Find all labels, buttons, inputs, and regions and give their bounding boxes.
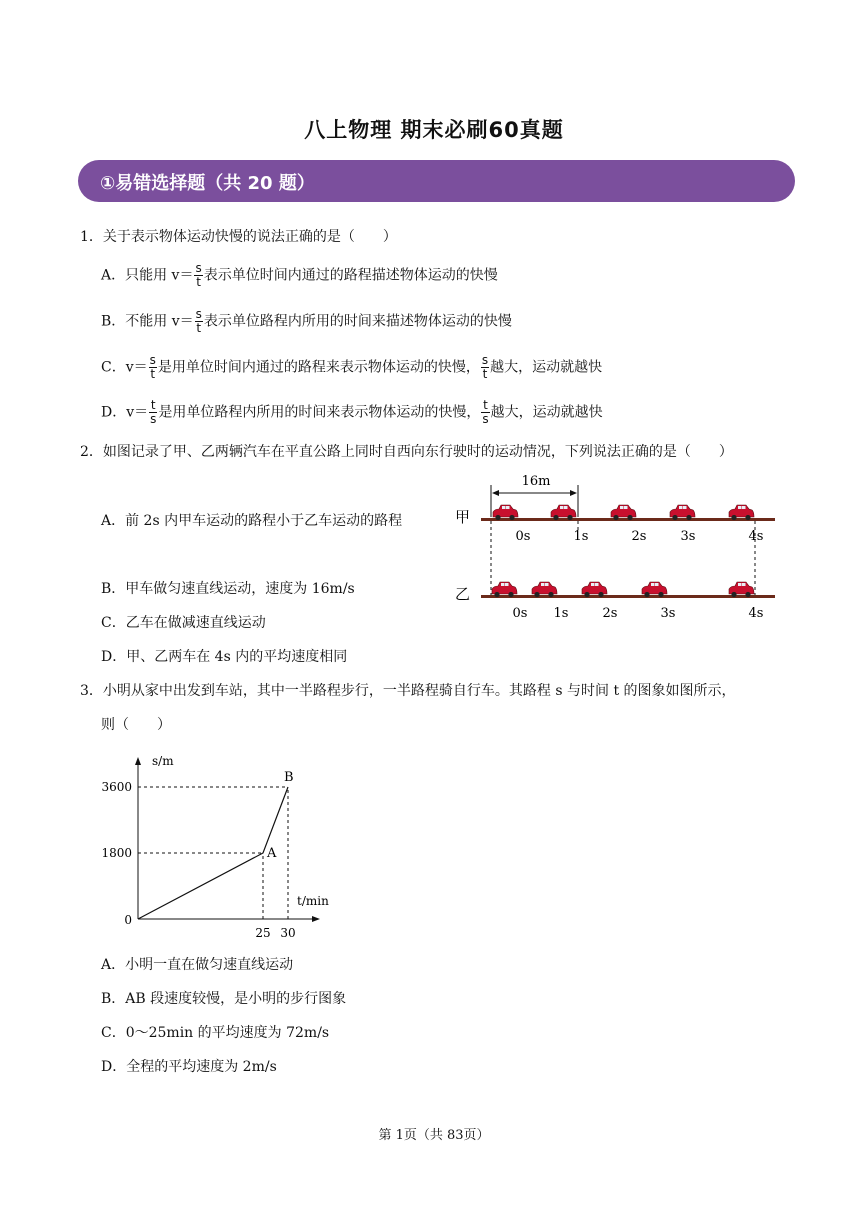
car-icon bbox=[493, 505, 518, 520]
time-label: 0s bbox=[512, 606, 528, 621]
fraction-s-over-t: $\frac{s}{t}$ bbox=[481, 353, 489, 381]
car-icon bbox=[729, 505, 754, 520]
q2-option-a: A．前 2s 内甲车运动的路程小于乙车运动的路程 bbox=[101, 513, 403, 529]
car-a-label: 甲 bbox=[455, 508, 471, 526]
time-label: 1s bbox=[573, 529, 589, 544]
q2-option-d: D．甲、乙两车在 4s 内的平均速度相同 bbox=[101, 649, 348, 665]
car-icon bbox=[492, 582, 517, 597]
tick-label: 1800 bbox=[101, 846, 132, 860]
time-label: 3s bbox=[660, 606, 676, 621]
car-b-label: 乙 bbox=[455, 585, 471, 603]
time-label: 4s bbox=[748, 606, 764, 621]
car-icon bbox=[611, 505, 636, 520]
time-label: 2s bbox=[631, 529, 647, 544]
y-axis-arrow bbox=[135, 757, 141, 765]
q3-stem: 3．小明从家中出发到车站，其中一半路程步行，一半路程骑自行车。其路程 s 与时间 t 的图象如图所示， bbox=[80, 683, 736, 699]
q3-option-d: D．全程的平均速度为 2m/s bbox=[101, 1059, 277, 1075]
q2-stem: 2．如图记录了甲、乙两辆汽车在平直公路上同时自西向东行驶时的运动情况，下列说法正确的是（ ） bbox=[80, 444, 733, 460]
s-t-graph bbox=[95, 745, 345, 945]
car-icon bbox=[532, 582, 557, 597]
q1-option-c: C．v＝ $\frac{s}{t}$ 是用单位时间内通过的路程来表示物体运动的快慢， $\frac{s}{t}$ 越大，运动就越快 bbox=[101, 353, 603, 381]
tick-label: 0 bbox=[124, 913, 132, 927]
car-icon bbox=[729, 582, 754, 597]
point-label: B bbox=[284, 770, 294, 785]
tick-label: 3600 bbox=[101, 780, 132, 794]
distance-label: 16m bbox=[521, 474, 551, 489]
car-icon bbox=[551, 505, 576, 520]
x-axis-label: t/min bbox=[297, 894, 329, 908]
road-b bbox=[481, 595, 775, 598]
tick-label: 25 bbox=[255, 926, 271, 940]
time-label: 1s bbox=[553, 606, 569, 621]
time-label: 0s bbox=[515, 529, 531, 544]
q2-option-b: B．甲车做匀速直线运动，速度为 16m/s bbox=[101, 581, 355, 597]
q1-option-b: B．不能用 v＝ $\frac{s}{t}$ 表示单位路程内所用的时间来描述物体运动的快慢 bbox=[101, 307, 512, 335]
section-banner bbox=[78, 160, 795, 202]
fraction-s-over-t: $\frac{s}{t}$ bbox=[195, 261, 202, 289]
fraction-s-over-t: $\frac{s}{t}$ bbox=[149, 353, 156, 381]
fraction-s-over-t: $\frac{s}{t}$ bbox=[195, 307, 202, 335]
page-title: 八上物理 期末必刷60真题 bbox=[304, 118, 564, 142]
section-title: ①易错选择题（共 20 题） bbox=[100, 173, 315, 194]
q3-stem-cont: 则（ ） bbox=[101, 717, 171, 733]
q3-option-b: B．AB 段速度较慢，是小明的步行图象 bbox=[101, 991, 347, 1007]
fraction-t-over-s: $\frac{t}{s}$ bbox=[482, 398, 489, 426]
tick-label: 30 bbox=[280, 926, 296, 940]
car-icon bbox=[642, 582, 667, 597]
car-icon bbox=[670, 505, 695, 520]
time-label: 3s bbox=[680, 529, 696, 544]
car-icon bbox=[582, 582, 607, 597]
q1-option-a: A．只能用 v＝ $\frac{s}{t}$ 表示单位时间内通过的路程描述物体运动的快慢 bbox=[101, 261, 498, 289]
q3-option-c: C．0～25min 的平均速度为 72m/s bbox=[101, 1025, 330, 1041]
point-label: A bbox=[267, 846, 277, 861]
time-label: 4s bbox=[748, 529, 764, 544]
y-axis-label: s/m bbox=[152, 754, 174, 768]
q1-option-d: D．v＝ $\frac{t}{s}$ 是用单位路程内所用的时间来表示物体运动的快慢， $\frac{t}{s}$ 越大，运动就越快 bbox=[101, 398, 603, 426]
time-label: 2s bbox=[602, 606, 618, 621]
x-axis-arrow bbox=[312, 916, 320, 922]
fraction-t-over-s: $\frac{t}{s}$ bbox=[150, 398, 157, 426]
q1-stem: 1．关于表示物体运动快慢的说法正确的是（ ） bbox=[80, 229, 397, 245]
q3-option-a: A．小明一直在做匀速直线运动 bbox=[101, 957, 294, 973]
q2-option-c: C．乙车在做减速直线运动 bbox=[101, 615, 266, 631]
page-footer: 第 1页（共 83页） bbox=[378, 1128, 490, 1143]
car-motion-figure bbox=[445, 465, 785, 625]
